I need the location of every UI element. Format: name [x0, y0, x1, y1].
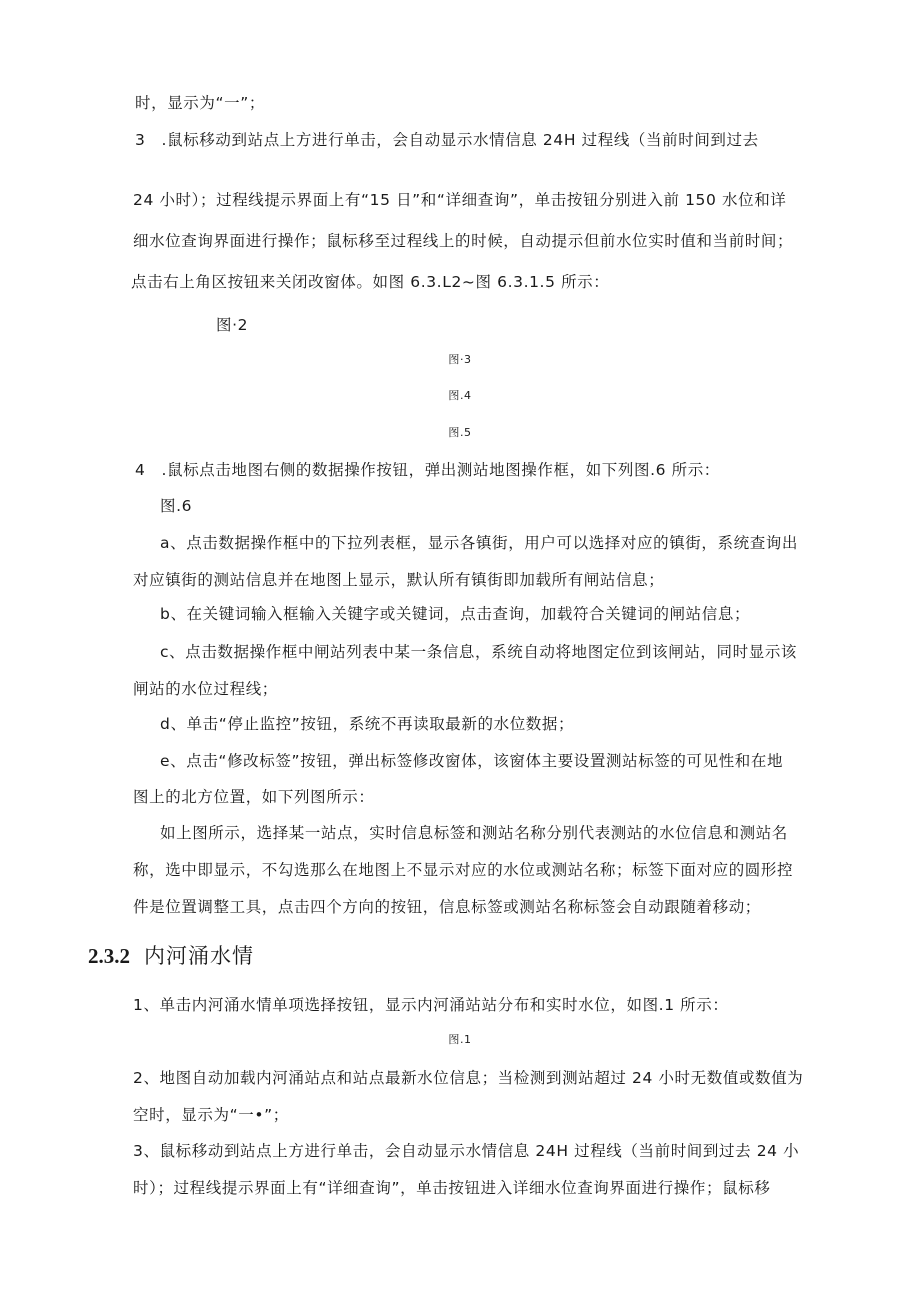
- item-d-line: d、单击“停止监控”按钮，系统不再读取最新的水位数据；: [160, 715, 575, 733]
- figure-caption: 图.6: [160, 497, 193, 515]
- figure-caption: 图.4: [448, 389, 472, 402]
- figure-caption: 图.1: [448, 1033, 472, 1046]
- item-e-line: e、点击“修改标签”按钮，弹出标签修改窗体，该窗体主要设置测站标签的可见性和在地: [160, 752, 784, 770]
- item-a-line: a、点击数据操作框中的下拉列表框，显示各镇街，用户可以选择对应的镇街，系统查询出: [160, 534, 799, 552]
- text-line: 2、地图自动加载内河涌站点和站点最新水位信息；当检测到测站超过 24 小时无数值或数值为: [133, 1069, 804, 1087]
- text-line: 时，显示为“一”；: [135, 94, 265, 112]
- text-line: 3、鼠标移动到站点上方进行单击，会自动显示水情信息 24H 过程线（当前时间到过去 24 小: [133, 1142, 800, 1160]
- text-line: 空时，显示为“一•”；: [133, 1106, 289, 1124]
- item-e-line: 图上的北方位置，如下列图所示：: [133, 788, 375, 806]
- section-title: 内河涌水情: [144, 944, 254, 968]
- text-line: 细水位查询界面进行操作；鼠标移至过程线上的时候，自动提示但前水位实时值和当前时间；: [133, 232, 794, 250]
- section-number: 2.3.2: [88, 944, 130, 968]
- paragraph-line: 称，选中即显示，不勾选那么在地图上不显示对应的水位或测站名称；标签下面对应的圆形控: [133, 861, 794, 879]
- text-line: 24 小时）；过程线提示界面上有“15 日”和“详细查询”，单击按钮分别进入前 150 水位和详: [133, 191, 787, 209]
- text-line: 时）；过程线提示界面上有“详细查询”，单击按钮进入详细水位查询界面进行操作；鼠标移: [133, 1179, 771, 1197]
- paragraph-line: 如上图所示，选择某一站点，实时信息标签和测站名称分别代表测站的水位信息和测站名: [160, 824, 788, 842]
- text-line: 4 .鼠标点击地图右侧的数据操作按钮，弹出测站地图操作框，如下列图.6 所示：: [135, 461, 720, 479]
- item-c-line: 闸站的水位过程线；: [133, 680, 278, 698]
- figure-caption: 图·3: [448, 353, 472, 366]
- paragraph-line: 件是位置调整工具，点击四个方向的按钮，信息标签或测站名称标签会自动跟随着移动；: [133, 898, 761, 916]
- text-line: 1、单击内河涌水情单项选择按钮，显示内河涌站站分布和实时水位，如图.1 所示：: [133, 996, 729, 1014]
- text-line: 点击右上角区按钮来关闭改窗体。如图 6.3.L2~图 6.3.1.5 所示：: [131, 273, 610, 291]
- item-b-line: b、在关键词输入框输入关键字或关键词，点击查询，加载符合关键词的闸站信息；: [160, 605, 751, 623]
- figure-caption: 图.5: [448, 426, 472, 439]
- text-line: 3 .鼠标移动到站点上方进行单击，会自动显示水情信息 24H 过程线（当前时间到过去: [135, 131, 759, 149]
- section-heading: [88, 940, 254, 974]
- figure-caption: 图·2: [216, 316, 249, 334]
- item-a-line: 对应镇街的测站信息并在地图上显示，默认所有镇街即加载所有闸站信息；: [133, 571, 665, 589]
- item-c-line: c、点击数据操作框中闸站列表中某一条信息，系统自动将地图定位到该闸站，同时显示该: [160, 643, 798, 661]
